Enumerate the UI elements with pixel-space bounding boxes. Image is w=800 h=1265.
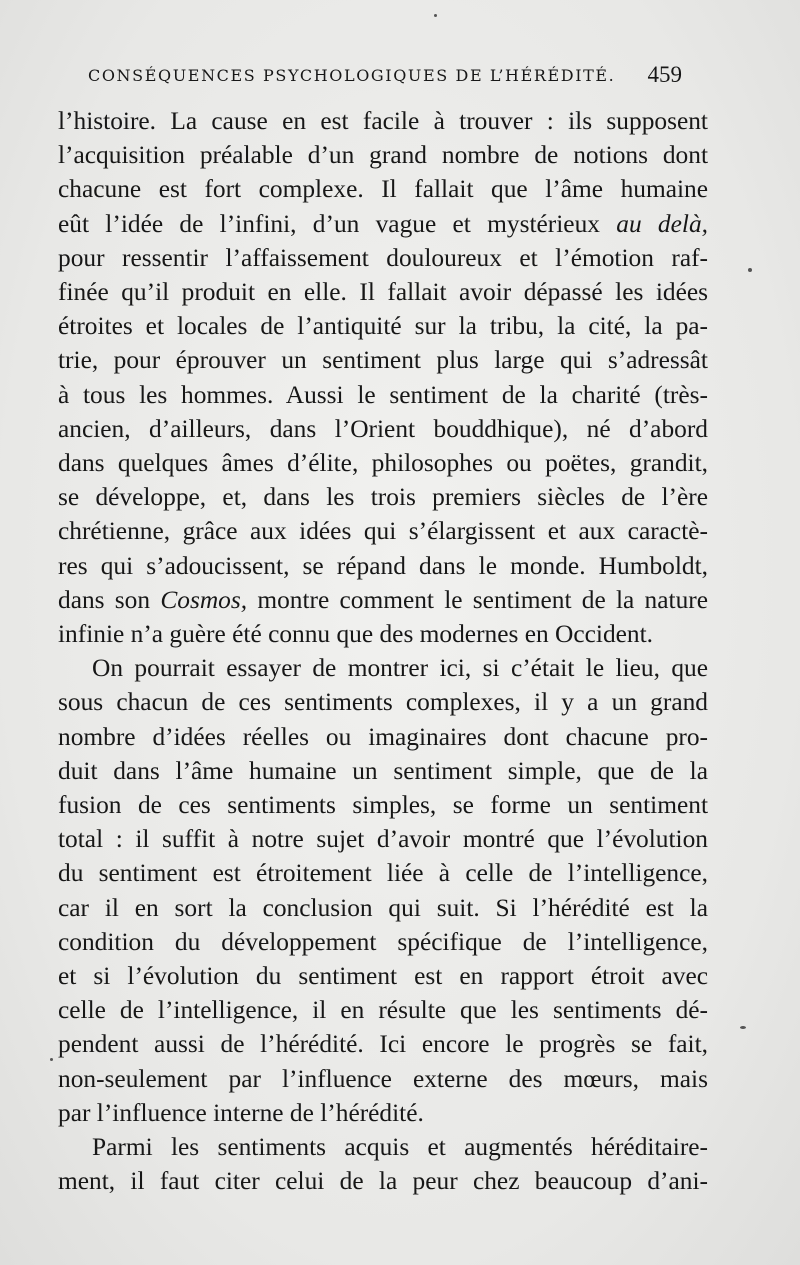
- text-line: car il en sort la conclusion qui suit. Si l’hérédité est la: [58, 893, 708, 922]
- text-line: trie, pour éprouver un sentiment plus large qui s’adressât: [58, 346, 708, 375]
- text-line: non-seulement par l’influence externe des mœurs, mais: [58, 1064, 708, 1093]
- paragraph-2: [58, 651, 708, 1130]
- text-line: par l’influence interne de l’hérédité.: [58, 1098, 424, 1127]
- text-line: à tous les hommes. Aussi le sentiment de la charité (très-: [58, 380, 708, 409]
- text-line: celle de l’intelligence, il en résulte que les sentiments dé-: [58, 996, 708, 1025]
- body-text: [58, 104, 708, 1199]
- paper-speck: [740, 1026, 746, 1029]
- text-line: finée qu’il produit en elle. Il fallait avoir dépassé les idées: [58, 278, 708, 307]
- text-line: pour ressentir l’affaissement douloureux et l’émotion raf-: [58, 243, 708, 272]
- text-line: fusion de ces sentiments simples, se forme un sentiment: [58, 791, 708, 820]
- text-line: ment, il faut citer celui de la peur chez beaucoup d’ani-: [58, 1167, 708, 1196]
- text-line: et si l’évolution du sentiment est en rapport étroit avec: [58, 962, 708, 991]
- paper-speck: [50, 1058, 53, 1061]
- italic-cosmos: Cosmos,: [160, 585, 248, 614]
- text-line: chrétienne, grâce aux idées qui s’élargissent et aux caractè-: [58, 517, 708, 546]
- text-line: res qui s’adoucissent, se répand dans le monde. Humboldt,: [58, 551, 708, 580]
- text-fragment: dans son: [58, 585, 161, 614]
- text-line: l’histoire. La cause en est facile à trouver : ils supposent: [58, 107, 708, 135]
- text-fragment: eût l’idée de l’infini, d’un vague et mystérieux: [58, 209, 617, 238]
- text-line: du sentiment est étroitement liée à celle de l’intelligence,: [58, 859, 708, 888]
- text-line: On pourrait essayer de montrer ici, si c’était le lieu, que: [92, 654, 708, 683]
- text-line: l’acquisition préalable d’un grand nombre de notions dont: [58, 141, 708, 170]
- text-fragment: montre comment le sentiment de la nature: [247, 585, 708, 614]
- text-line: étroites et locales de l’antiquité sur la tribu, la cité, la pa-: [58, 312, 708, 341]
- text-line: ancien, d’ailleurs, dans l’Orient bouddhique), né d’abord: [58, 414, 708, 443]
- text-line: infinie n’a guère été connu que des modernes en Occident.: [58, 620, 654, 649]
- text-line: chacune est fort complexe. Il fallait que l’âme humaine: [58, 175, 708, 204]
- page-number: 459: [647, 62, 682, 87]
- paragraph-1: [58, 104, 708, 651]
- text-line: duit dans l’âme humaine un sentiment simple, que de la: [58, 756, 708, 785]
- text-line: dans quelques âmes d’élite, philosophes ou poëtes, grandit,: [58, 449, 708, 478]
- paragraph-3: [58, 1130, 708, 1198]
- text-line: se développe, et, dans les trois premiers siècles de l’ère: [58, 483, 708, 512]
- text-line: pendent aussi de l’hérédité. Ici encore le progrès se fait,: [58, 1030, 708, 1059]
- page-header: [88, 62, 708, 92]
- italic-au-dela: au delà,: [616, 209, 708, 238]
- running-title: CONSÉQUENCES PSYCHOLOGIQUES DE L’HÉRÉDITÉ.: [88, 66, 616, 85]
- paper-speck: [748, 268, 752, 272]
- text-line-with-italic: [58, 207, 708, 241]
- text-line: nombre d’idées réelles ou imaginaires dont chacune pro-: [58, 722, 708, 751]
- text-line: total : il suffit à notre sujet d’avoir montré que l’évolution: [58, 825, 708, 854]
- text-line-with-italic: [58, 583, 708, 617]
- text-line: condition du développement spécifique de l’intelligence,: [58, 927, 708, 956]
- text-line: sous chacun de ces sentiments complexes, il y a un grand: [58, 688, 708, 717]
- paper-speck: [434, 14, 437, 17]
- text-line: Parmi les sentiments acquis et augmentés héréditaire-: [92, 1133, 708, 1162]
